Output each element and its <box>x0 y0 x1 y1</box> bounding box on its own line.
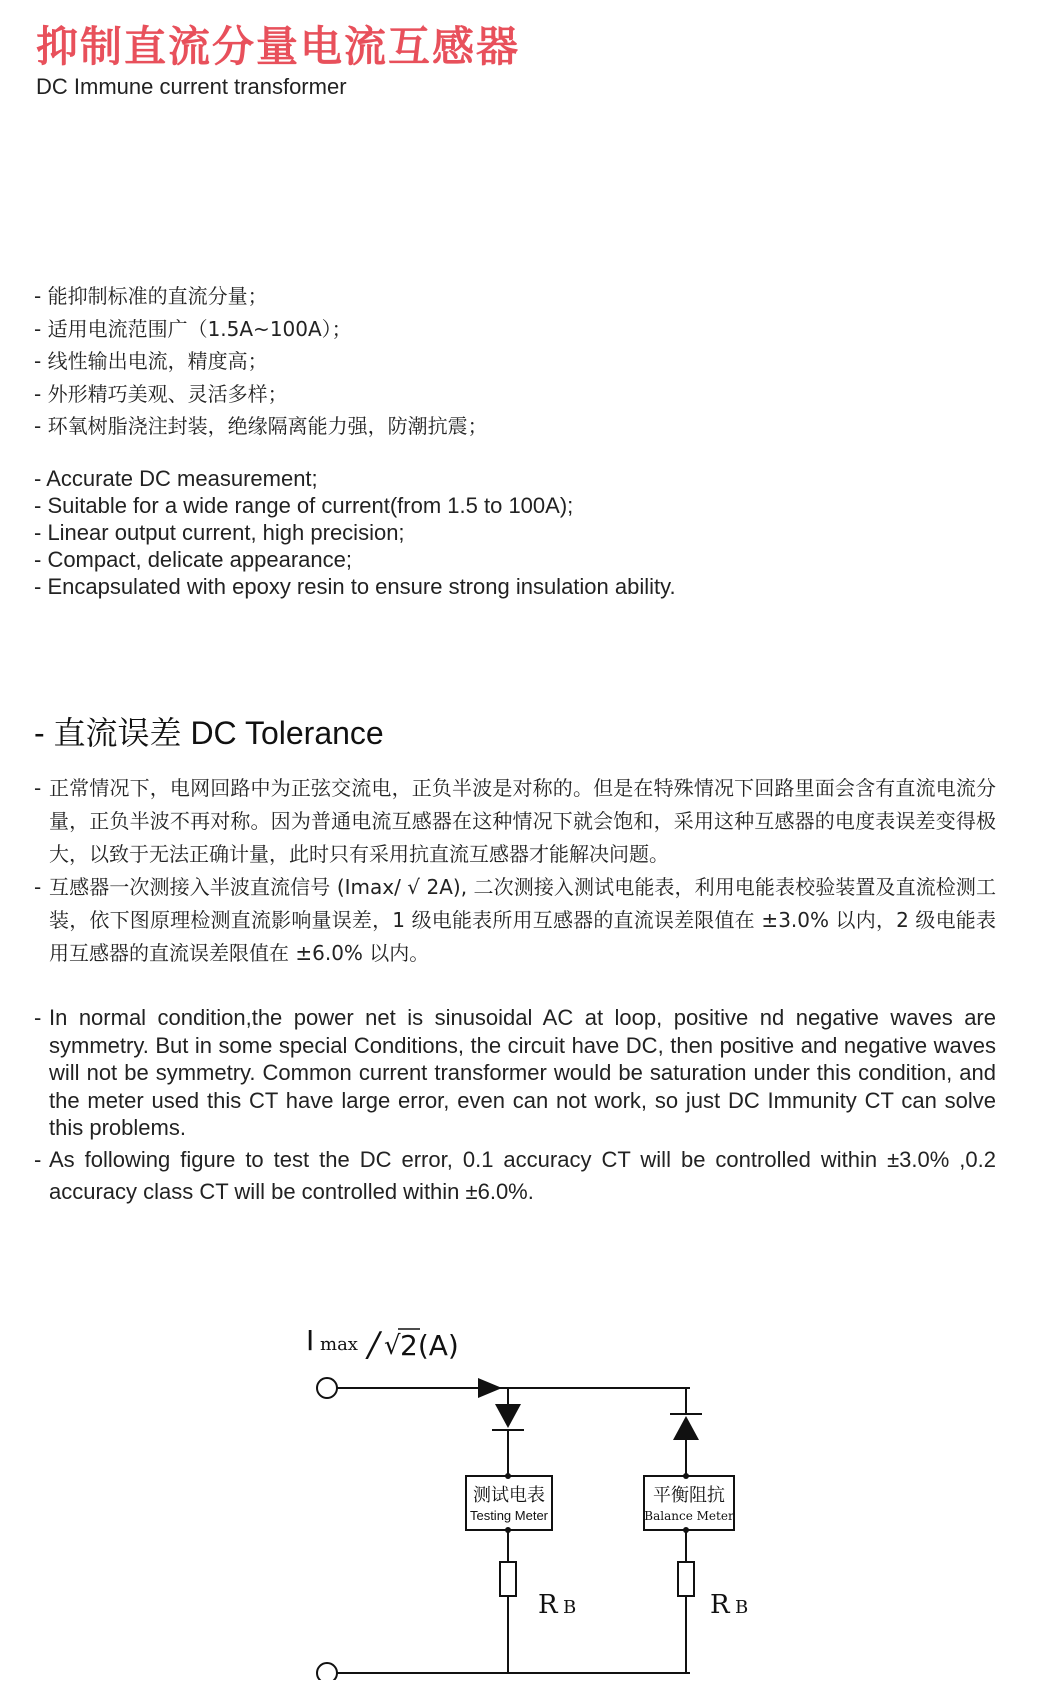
features-en-list <box>34 465 676 600</box>
tolerance-paragraph-en-2 <box>34 1144 996 1208</box>
list-item: - Compact, delicate appearance; <box>34 547 352 572</box>
dash-marker: - <box>34 776 42 800</box>
tolerance-paragraph-en-1 <box>34 1004 996 1142</box>
balance-meter-en: Balance Meter <box>644 1509 734 1523</box>
resistor-2 <box>678 1562 694 1596</box>
list-item: - Linear output current, high precision; <box>34 520 405 545</box>
list-item: - 环氧树脂浇注封装，绝缘隔离能力强，防潮抗震； <box>34 414 488 438</box>
list-item: - Suitable for a wide range of current(from 1.5 to 100A); <box>34 493 574 518</box>
current-label-value: 2(A) <box>400 1329 459 1362</box>
dash-marker: - <box>34 1005 42 1030</box>
dc-test-circuit-diagram <box>290 1300 750 1680</box>
node-dot <box>505 1473 511 1479</box>
current-label-i: I <box>306 1324 315 1357</box>
tolerance-paragraph-cn-2 <box>34 871 996 970</box>
list-item: - 外形精巧美观、灵活多样； <box>34 381 288 406</box>
list-item: - 线性输出电流，精度高； <box>34 349 268 373</box>
dash-marker: - <box>34 875 42 899</box>
diode-2-icon <box>673 1416 699 1440</box>
resistor-1-label-r: R <box>538 1590 558 1620</box>
list-item: - Encapsulated with epoxy resin to ensure strong insulation ability. <box>34 574 676 599</box>
paragraph-text: As following figure to test the DC error, 0.1 accuracy CT will be controlled within ±3.0% ,0.2 accuracy class CT will be controlled within ±6.0%. <box>49 1147 996 1204</box>
node-dot <box>683 1473 689 1479</box>
resistor-1 <box>500 1562 516 1596</box>
input-terminal-top <box>317 1378 337 1398</box>
testing-meter-cn: 测试电表 <box>473 1485 545 1506</box>
tolerance-paragraph-cn-1 <box>34 772 996 871</box>
resistor-1-label-b: B <box>563 1597 577 1618</box>
current-arrow-head <box>478 1378 502 1398</box>
diode-1-icon <box>495 1404 521 1428</box>
current-label-slash: / <box>368 1325 380 1365</box>
list-item: - 能抑制标准的直流分量； <box>34 284 268 308</box>
node-dot <box>505 1527 511 1533</box>
dash-marker: - <box>34 1147 42 1172</box>
paragraph-text: 互感器一次测接入半波直流信号 (Imax/ √ 2A), 二次测接入测试电能表，利用电能表校验装置及直流检测工装，依下图原理检测直流影响量误差，1 级电能表所用互感器的直流误差限值在 ±3.0% 以内，2 级电能表用互感器的直流误差限值在 ±6.0% 以内。 <box>49 875 996 965</box>
current-label-max: max <box>320 1334 358 1355</box>
features-cn-list <box>34 280 488 443</box>
resistor-2-label-b: B <box>735 1597 749 1618</box>
testing-meter-en: Testing Meter <box>469 1508 549 1523</box>
page-title: 抑制直流分量电流互感器 <box>36 22 521 71</box>
input-terminal-bottom <box>317 1663 337 1680</box>
resistor-2-label-r: R <box>710 1590 730 1620</box>
list-item: - Accurate DC measurement; <box>34 466 318 491</box>
paragraph-text: 正常情况下，电网回路中为正弦交流电，正负半波是对称的。但是在特殊情况下回路里面会含有直流电流分量，正负半波不再对称。因为普通电流互感器在这种情况下就会饱和，采用这种互感器的电度表误差变得极大，以致于无法正确计量，此时只有采用抗直流互感器才能解决问题。 <box>49 776 996 866</box>
section-heading-dc-tolerance: - 直流误差 DC Tolerance <box>34 715 384 751</box>
paragraph-text: In normal condition,the power net is sinusoidal AC at loop, positive nd negative waves are symmetry. But in some special Conditions, the circuit have DC, then positive and negative waves will not be symmetry. Common current transformer would be saturation under this condition, and the meter used this CT have large error, even can not work, so just DC Immunity CT can solve this problems. <box>49 1005 996 1140</box>
node-dot <box>683 1527 689 1533</box>
page-subtitle: DC Immune current transformer <box>36 74 347 99</box>
list-item: - 适用电流范围广（1.5A~100A）； <box>34 316 352 341</box>
balance-meter-cn: 平衡阻抗 <box>653 1485 725 1506</box>
current-label-root: √ <box>384 1331 401 1361</box>
